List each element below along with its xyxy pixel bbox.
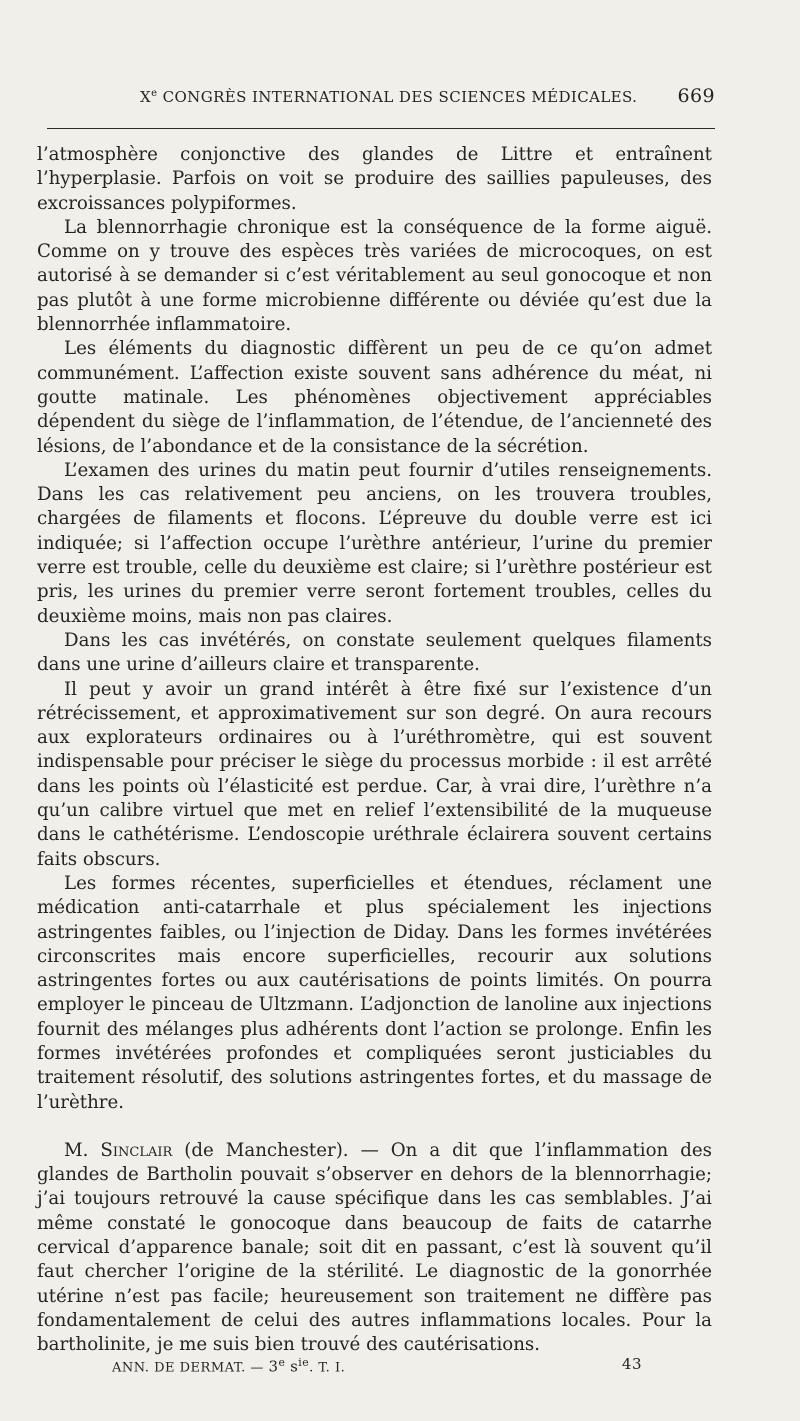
series-mark: X [140, 88, 152, 106]
footer-separator: — [245, 1360, 269, 1376]
header-rule [47, 128, 715, 129]
body-text [37, 143, 712, 1358]
speech-paragraph [37, 1139, 712, 1358]
series-sup: e [151, 88, 158, 99]
paragraph-1: l’atmosphère conjonctive des glandes de Littre et entraînent l’hyperplasie. Parfois on voit se produire des saillies papuleuses, des excroissances polypiformes. [37, 144, 712, 214]
series-abbr-sup: ie [298, 1356, 310, 1369]
speaker-name: Sinclair [100, 1139, 173, 1161]
page-number: 669 [677, 85, 715, 107]
journal-signature [112, 1356, 345, 1375]
series-number: 3 [268, 1357, 279, 1376]
printer-signature: 43 [621, 1355, 642, 1373]
paragraph-5: Dans les cas invétérés, on constate seulement quelques filaments dans une urine d’ailleurs claire et transparente. [37, 629, 712, 676]
running-header [140, 85, 715, 118]
series-number-sup: e [278, 1356, 286, 1369]
speech-text: (de Manchester). — On a dit que l’inflammation des glandes de Bartholin pouvait s’observer en dehors de la blennorrhagie; j’ai toujours retrouvé la cause spécifique dans les cas semblables. J’ai même constaté le gonocoque dans beaucoup de faits de catarrhe cervical d’apparence banale; soit dit en passant, c’est là souvent qu’il faut chercher l’origine de la stérilité. Le diagnostic de la gonorrhée utérine n’est pas facile; heureusement son traitement ne diffère pas fondamentalement de celui des autres inflammations locales. Pour la bartholinite, je me suis bien trouvé des cautérisations. [37, 1139, 712, 1356]
series-abbr: s [290, 1357, 299, 1376]
paragraph-2: La blennorrhagie chronique est la conséquence de la forme aiguë. Comme on y trouve des espèces très variées de microcoques, on est autorisé à se demander si c’est véritablement au seul gonocoque et non pas plutôt à une forme microbienne différente ou déviée qu’est due la blennorrhée inflammatoire. [37, 216, 712, 336]
tome-label: . T. I. [309, 1360, 346, 1376]
page-footer [112, 1356, 642, 1384]
paragraph-3: Les éléments du diagnostic diffèrent un peu de ce qu’on admet communément. L’affection existe souvent sans adhérence du méat, ni goutte matinale. Les phénomènes objectivement appréciables dépendent du siège de l’inflammation, de l’étendue, de l’ancienneté des lésions, de l’abondance et de la consistance de la sécrétion. [37, 338, 712, 457]
speech-prefix: M. [64, 1139, 101, 1161]
paragraph-4: L’examen des urines du matin peut fournir d’utiles renseignements. Dans les cas relativement peu anciens, on les trouvera troubles, chargées de filaments et flocons. L’épreuve du double verre est ici indiquée; si l’affection occupe l’urèthre antérieur, l’urine du premier verre est trouble, celle du deuxième est claire; si l’urèthre postérieur est pris, les urines du premier verre seront fortement troubles, celles du deuxième moins, mais non pas claires. [37, 459, 712, 627]
running-title [140, 88, 637, 106]
paragraph-7: Les formes récentes, superficielles et étendues, réclament une médication anti-catarrhale et plus spécialement les injections astringentes faibles, ou l’injection de Diday. Dans les formes invétérées circonscrites mais encore superficielles, recourir aux solutions astringentes fortes ou aux cautérisations de points limités. On pourra employer le pinceau de Ultzmann. L’adjonction de lanoline aux injections fournit des mélanges plus adhérents dont l’action se prolonge. Enfin les formes invétérées profondes et compliquées seront justiciables du traitement résolutif, des solutions astringentes fortes, et du massage de l’urèthre. [37, 872, 712, 1113]
running-title-text: CONGRÈS INTERNATIONAL DES SCIENCES MÉDICALES. [157, 88, 638, 106]
journal-name: ANN. DE DERMAT. [112, 1360, 246, 1376]
paragraph-6: Il peut y avoir un grand intérêt à être fixé sur l’existence d’un rétrécissement, et approximativement sur son degré. On aura recours aux explorateurs ordinaires ou à l’uréthromètre, qui est souvent indispensable pour préciser le siège du processus morbide : il est arrêté dans les points où l’élasticité est perdue. Car, à vrai dire, l’urèthre n’a qu’un calibre virtuel que met en relief l’extensibilité de la muqueuse dans le cathétérisme. L’endoscopie uréthrale éclairera souvent certains faits obscurs. [37, 678, 712, 870]
